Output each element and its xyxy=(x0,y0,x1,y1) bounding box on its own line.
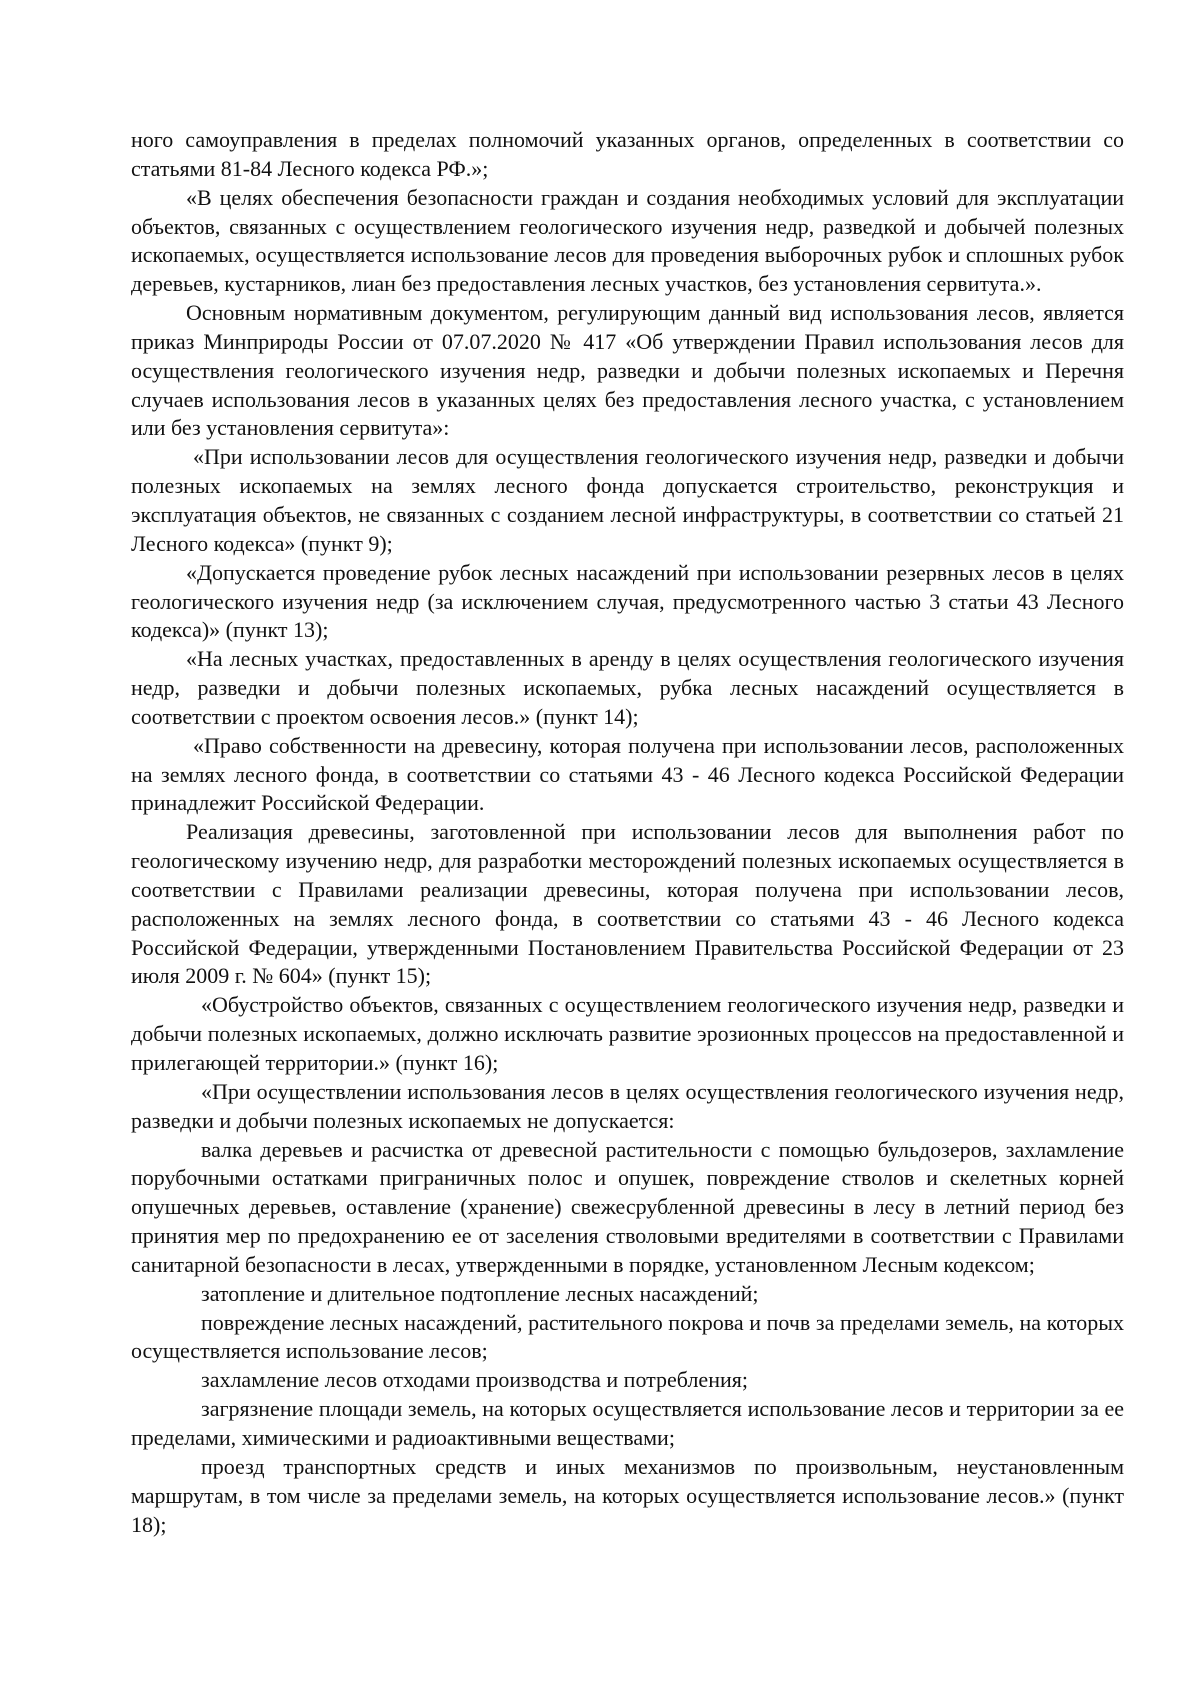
paragraph-point-13: «Допускается проведение рубок лесных насаждений при использовании резервных лесов в целях геологического изучения недр (за исключением случая, предусмотренного частью 3 статьи 43 Лесного кодекса)» (пункт 13); xyxy=(131,559,1124,643)
paragraph-ownership: «Право собственности на древесину, которая получена при использовании лесов, расположенных на землях лесного фонда, в соответствии со статьями 43 - 46 Лесного кодекса Российской Федерации принадлежит Российской Федерации. xyxy=(131,732,1124,816)
list-item-flooding: затопление и длительное подтопление лесных насаждений; xyxy=(201,1280,759,1306)
paragraph-quote-safety: «В целях обеспечения безопасности граждан и создания необходимых условий для эксплуатации объектов, связанных с осуществлением геологического изучения недр, разведкой и добычей полезных ископаемых, осуществляется использование лесов для проведения выборочных рубок и сплошных рубок деревьев, кустарников, лиан без предоставления лесных участков, без установления сервитута.». xyxy=(131,184,1124,297)
list-item-damage: повреждение лесных насаждений, растительного покрова и почв за пределами земель, на которых осуществляется использование лесов; xyxy=(131,1309,1124,1364)
list-item-vehicles: проезд транспортных средств и иных механизмов по произвольным, неустановленным маршрутам, в том числе за пределами земель, на которых осуществляется использование лесов.» (пункт 18); xyxy=(131,1453,1124,1537)
paragraph-prohibited-intro: «При осуществлении использования лесов в целях осуществления геологического изучения недр, разведки и добычи полезных ископаемых не допускается: xyxy=(131,1078,1124,1133)
list-item-felling: валка деревьев и расчистка от древесной растительности с помощью бульдозеров, захламление порубочными остатками приграничных полос и опушек, повреждение стволов и скелетных корней опушечных деревьев, оставление (хранение) свежесрубленной древесины в лесу в летний период без принятия мер по предохранению ее от заселения стволовыми вредителями в соответствии с Правилами санитарной безопасности в лесах, утвержденными в порядке, установленном Лесным кодексом; xyxy=(131,1136,1124,1277)
paragraph-point-9: «При использовании лесов для осуществления геологического изучения недр, разведки и добычи полезных ископаемых на землях лесного фонда допускается строительство, реконструкция и эксплуатация объектов, не связанных с созданием лесной инфраструктуры, в соответствии со статьей 21 Лесного кодекса» (пункт 9); xyxy=(131,444,1124,556)
paragraph-point-15: Реализация древесины, заготовленной при использовании лесов для выполнения работ по геологическому изучению недр, для разработки месторождений полезных ископаемых осуществляется в соответствии с Правилами реализации древесины, которая получена при использовании лесов, расположенных на землях лесного фонда, в соответствии со статьями 43 - 46 Лесного кодекса Российской Федерации, утвержденными Постановлением Правительства Российской Федерации от 23 июля 2009 г. № 604» (пункт 15); xyxy=(131,819,1124,989)
paragraph-point-16: «Обустройство объектов, связанных с осуществлением геологического изучения недр, разведки и добычи полезных ископаемых, должно исключать развитие эрозионных процессов на предоставленной и прилегающей территории.» (пункт 16); xyxy=(131,992,1124,1075)
list-item-waste: захламление лесов отходами производства и потребления; xyxy=(201,1367,748,1393)
paragraph-point-14: «На лесных участках, предоставленных в аренду в целях осуществления геологического изучения недр, разведки и добычи полезных ископаемых, рубка лесных насаждений осуществляется в соответствии с проектом освоения лесов.» (пункт 14); xyxy=(131,646,1124,729)
paragraph-continuation: ного самоуправления в пределах полномочий указанных органов, определенных в соответствии со статьями 81-84 Лесного кодекса РФ.»; xyxy=(131,127,1124,181)
paragraph-normative-document: Основным нормативным документом, регулирующим данный вид использования лесов, является приказ Минприроды России от 07.07.2020 № 417 «Об утверждении Правил использования лесов для осуществления геологического изучения недр, разведки и добычи полезных ископаемых и Перечня случаев использования лесов в указанных целях без предоставления лесного участка, с установлением или без установления сервитута»: xyxy=(131,300,1124,441)
document-page xyxy=(131,126,1124,1539)
list-item-pollution: загрязнение площади земель, на которых осуществляется использование лесов и территории за ее пределами, химическими и радиоактивными веществами; xyxy=(131,1396,1124,1450)
